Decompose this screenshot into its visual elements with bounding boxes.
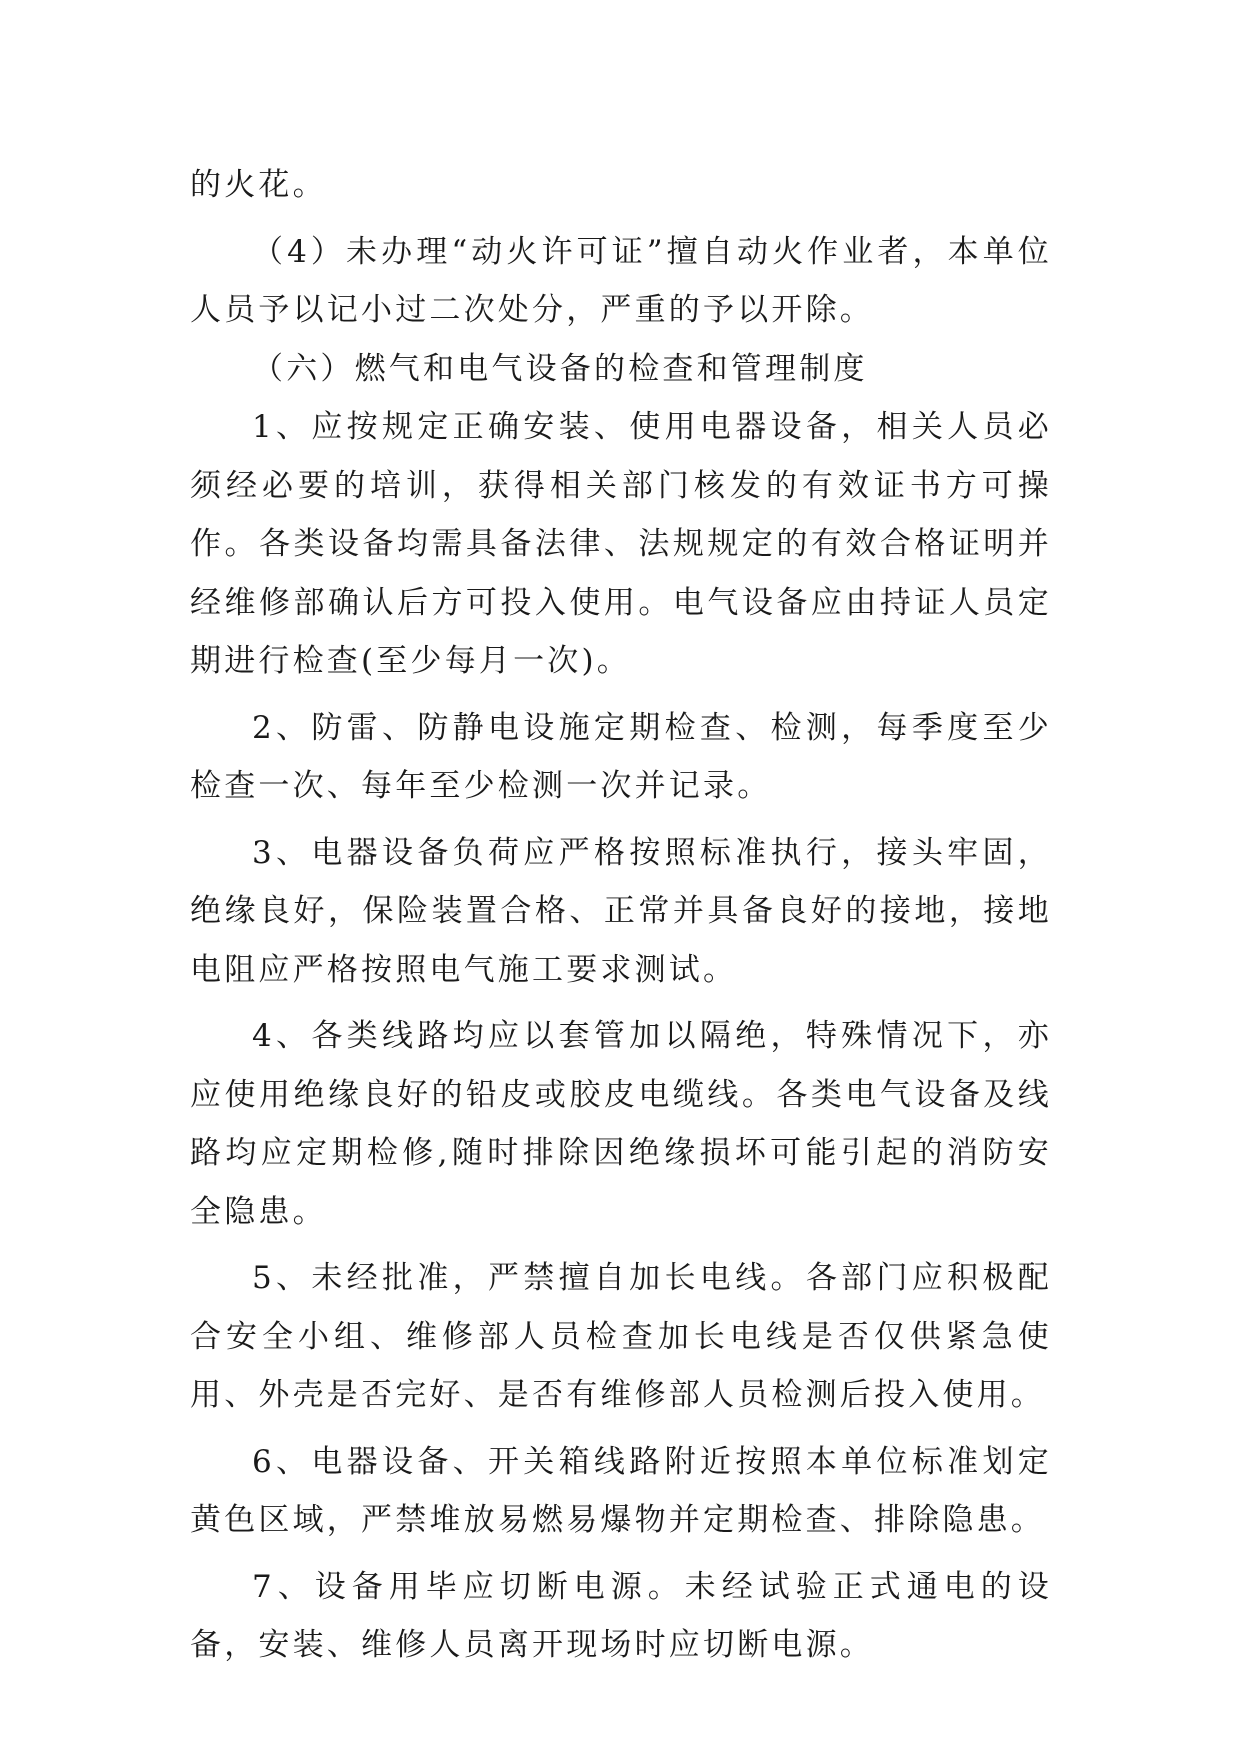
paragraph-rule-5: 5、未经批准，严禁擅自加长电线。各部门应积极配合安全小组、维修部人员检查加长电线是否仅供紧急使用、外壳是否完好、是否有维修部人员检测后投入使用。	[190, 1260, 1052, 1413]
paragraph-rule-2: 2、防雷、防静电设施定期检查、检测，每季度至少检查一次、每年至少检测一次并记录。	[190, 709, 1052, 804]
section-heading: （六）燃气和电气设备的检查和管理制度	[252, 350, 868, 387]
paragraph-rule-6: 6、电器设备、开关箱线路附近按照本单位标准划定黄色区域，严禁堆放易燃易爆物并定期检查、排除隐患。	[190, 1443, 1052, 1538]
paragraph-item-4: （4）未办理“动火许可证”擅自动火作业者，本单位人员予以记小过二次处分，严重的予以开除。	[190, 233, 1052, 328]
paragraph-rule-4: 4、各类线路均应以套管加以隔绝，特殊情况下，亦应使用绝缘良好的铅皮或胶皮电缆线。各类电气设备及线路均应定期检修,随时排除因绝缘损坏可能引起的消防安全隐患。	[190, 1018, 1052, 1230]
paragraph-rule-7: 7、设备用毕应切断电源。未经试验正式通电的设备，安装、维修人员离开现场时应切断电源。	[190, 1568, 1052, 1663]
document-body	[190, 156, 1052, 1675]
paragraph-rule-3: 3、电器设备负荷应严格按照标准执行，接头牢固，绝缘良好，保险装置合格、正常并具备良好的接地，接地电阻应严格按照电气施工要求测试。	[190, 834, 1052, 988]
paragraph-rule-1: 1、应按规定正确安装、使用电器设备，相关人员必须经必要的培训，获得相关部门核发的有效证书方可操作。各类设备均需具备法律、法规规定的有效合格证明并经维修部确认后方可投入使用。电气设备应由持证人员定期进行检查(至少每月一次)。	[190, 409, 1052, 679]
paragraph-continuation: 的火花。	[190, 167, 327, 203]
